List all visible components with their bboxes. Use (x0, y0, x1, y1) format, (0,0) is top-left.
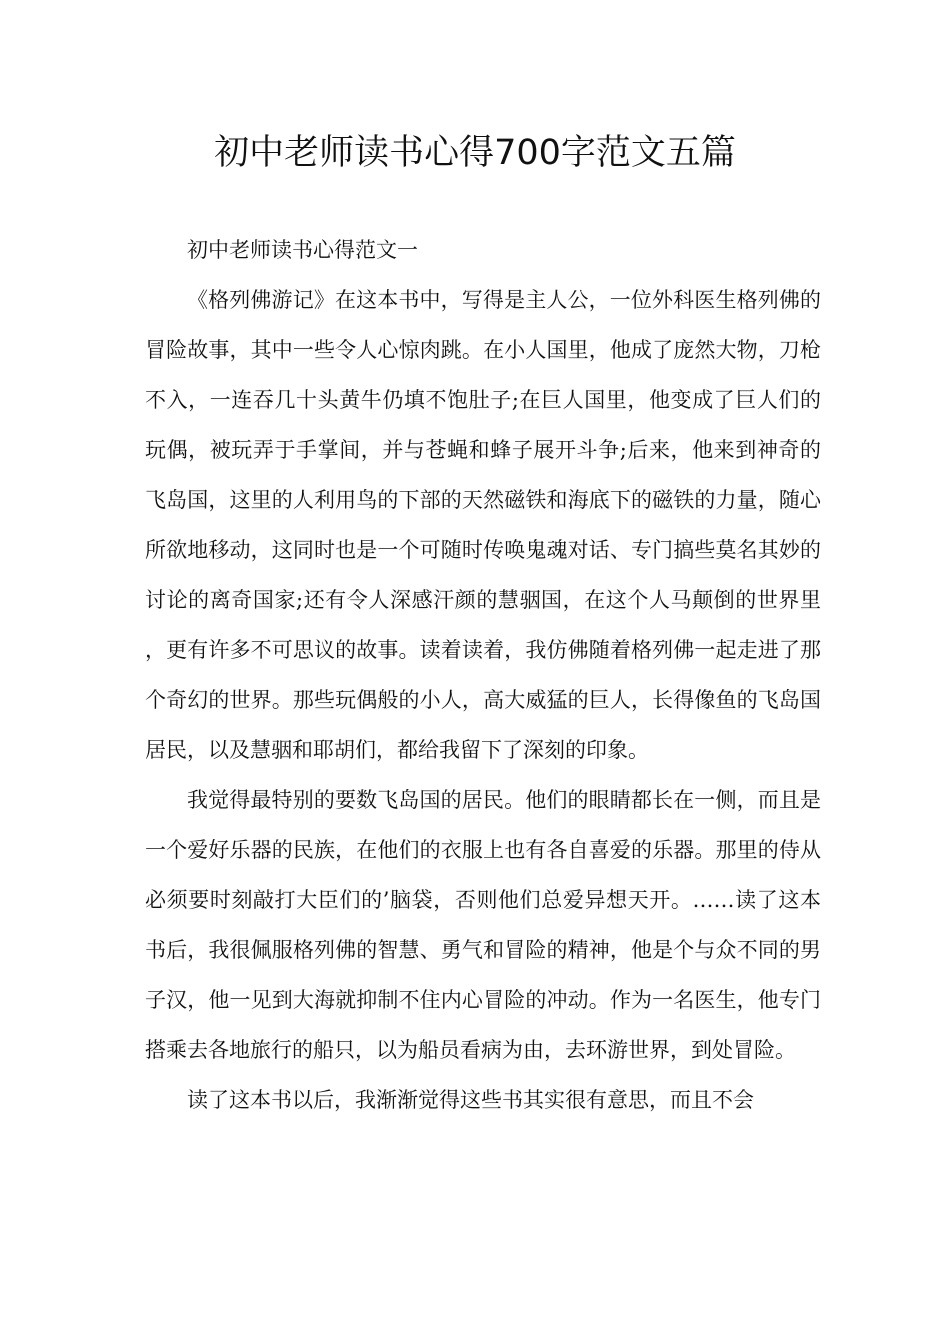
section-heading: 初中老师读书心得范文一 (187, 238, 418, 262)
paragraph: 《格列佛游记》在这本书中，写得是主人公，一位外科医生格列佛的冒险故事，其中一些令人心惊肉跳。在小人国里，他成了庞然大物，刀枪不入，一连吞几十头黄牛仍填不饱肚子;在巨人国里，他变成了巨人们的玩偶，被玩弄于手掌间，并与苍蝇和蜂子展开斗争;后来，他来到神奇的飞岛国，这里的人利用鸟的下部的天然磁铁和海底下的磁铁的力量，随心所欲地移动，这同时也是一个可随时传唤鬼魂对话、专门搞些莫名其妙的讨论的离奇国家;还有令人深感汗颜的慧骃国，在这个人马颠倒的世界里，更有许多不可思议的故事。读着读着，我仿佛随着格列佛一起走进了那个奇幻的世界。那些玩偶般的小人，高大威猛的巨人，长得像鱼的飞岛国居民，以及慧骃和耶胡们，都给我留下了深刻的印象。 (145, 288, 821, 762)
paragraph: 读了这本书以后，我渐渐觉得这些书其实很有意思，而且不会 (187, 1088, 754, 1112)
paragraph: 我觉得最特别的要数飞岛国的居民。他们的眼睛都长在一侧，而且是一个爱好乐器的民族，在他们的衣服上也有各自喜爱的乐器。那里的侍从必须要时刻敲打大臣们的’脑袋，否则他们总爱异想天开。……读了这本书后，我很佩服格列佛的智慧、勇气和冒险的精神，他是个与众不同的男子汉，他一见到大海就抑制不住内心冒险的冲动。作为一名医生，他专门搭乘去各地旅行的船只，以为船员看病为由，去环游世界，到处冒险。 (145, 788, 821, 1062)
document-title: 初中老师读书心得700字范文五篇 (214, 133, 736, 173)
document-body (145, 225, 821, 1125)
